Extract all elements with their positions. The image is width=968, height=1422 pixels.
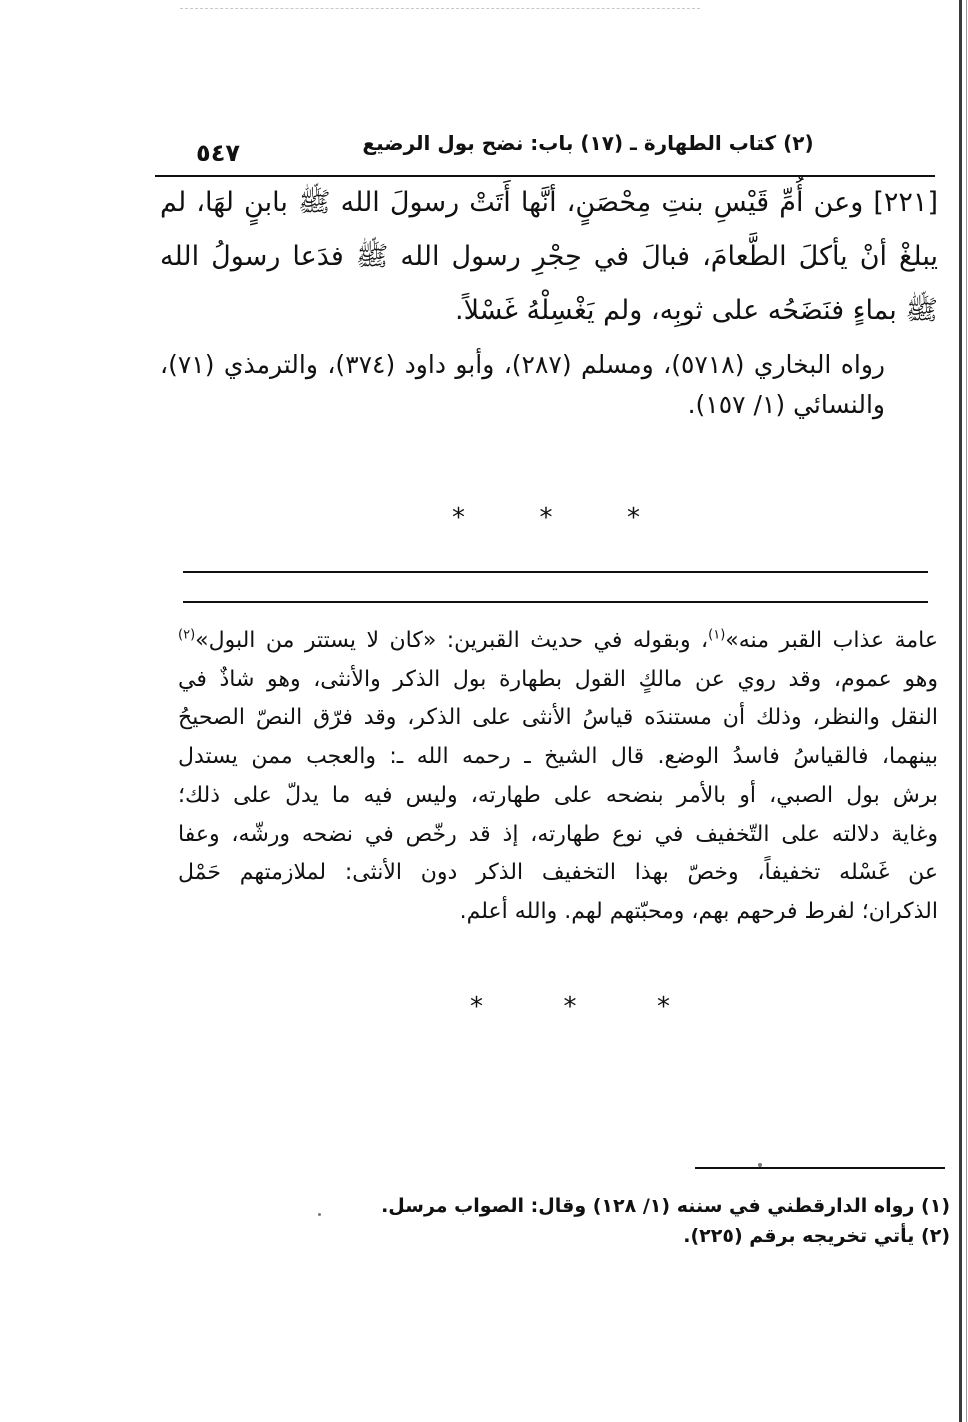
hadith-number: [٢٢١] (873, 187, 938, 218)
commentary-line: النقل والنظر، وذلك أن مستندَه قياسُ الأنثى على الذكر، وقد فرّق النصّ الصحيحُ (178, 705, 938, 731)
separator-stars (452, 503, 640, 533)
star-ornament: * (452, 503, 465, 533)
star-ornament: * (539, 503, 553, 533)
commentary-line: بينهما، فالقياسُ فاسدُ الوضع. قال الشيخ ـ رحمه الله ـ: والعجب ممن يستدل (178, 744, 938, 770)
star-ornament: * (470, 992, 483, 1022)
footnote-marker: (٢) (178, 627, 196, 643)
hadith-sources: رواه البخاري (٥٧١٨)، ومسلم (٢٨٧)، وأبو داود (٣٧٤)، والترمذي (٧١)، والنسائي (١/ ١٥٧). (160, 350, 885, 419)
footnote-2: (٢) يأتي تخريجه برقم (٢٢٥). (683, 1225, 950, 1247)
commentary-line: وهو عموم، وقد روي عن مالكٍ القول بطهارة بول الذكر والأنثى، وهو شاذٌ في (178, 666, 938, 692)
footnotes (200, 1191, 950, 1251)
scan-page-edge (959, 0, 962, 1422)
star-ornament: * (627, 503, 640, 533)
star-ornament: * (657, 992, 670, 1022)
scan-artifact-line (180, 8, 700, 9)
star-ornament: * (563, 992, 577, 1022)
footnote-1: (١) رواه الدارقطني في سننه (١/ ١٢٨) وقال: الصواب مرسل. (381, 1195, 950, 1217)
commentary-line: عامة عذاب القبر منه»$^{(١)}$، وبقوله في حديث القبرين: «كان لا يستتر من البول»$^{(٢)}$ (178, 627, 938, 653)
scan-page-edge-shadow (966, 0, 967, 1422)
page-number: ٥٤٧ (196, 139, 240, 167)
section-rule (183, 601, 928, 603)
footnote-rule (695, 1167, 945, 1169)
commentary-block (178, 622, 938, 932)
section-rule (183, 571, 928, 573)
commentary-line: عن غَسْله تخفيفاً، وخصّ بهذا التخفيف الذكر دون الأنثى: لملازمتهم حَمْل (178, 860, 938, 886)
running-header-title: (٢) كتاب الطهارة ـ (١٧) باب: نضح بول الرضيع (362, 131, 814, 155)
separator-stars (470, 992, 670, 1022)
hadith-body: وعن أُمِّ قَيْسِ بنتِ مِحْصَنٍ، أنَّها أَتَتْ رسولَ الله ﷺ بابنٍ لهَا، لم يبلغْ أنْ يأكلَ الطَّعامَ، فبالَ في حِجْرِ رسول الله ﷺ فدَعا رسولُ الله ﷺ بماءٍ فنَضَحُه على ثوبِه، ولم يَغْسِلْهُ غَسْلاً. (160, 187, 938, 326)
footnote-marker: (١) (708, 627, 726, 643)
hadith-text-block (160, 176, 938, 338)
commentary-line: برش بول الصبي، أو بالأمر بنضحه على طهارته، وليس فيه ما يدلّ على ذلك؛ (178, 782, 938, 808)
commentary-line: الذكران؛ لفرط فرحهم بهم، ومحبّتهم لهم. والله أعلم. (459, 898, 938, 924)
commentary-line: وغاية دلالته على التّخفيف في نوع طهارته، إذ قد رخّص في نضحه ورشّه، وعفا (178, 821, 938, 847)
